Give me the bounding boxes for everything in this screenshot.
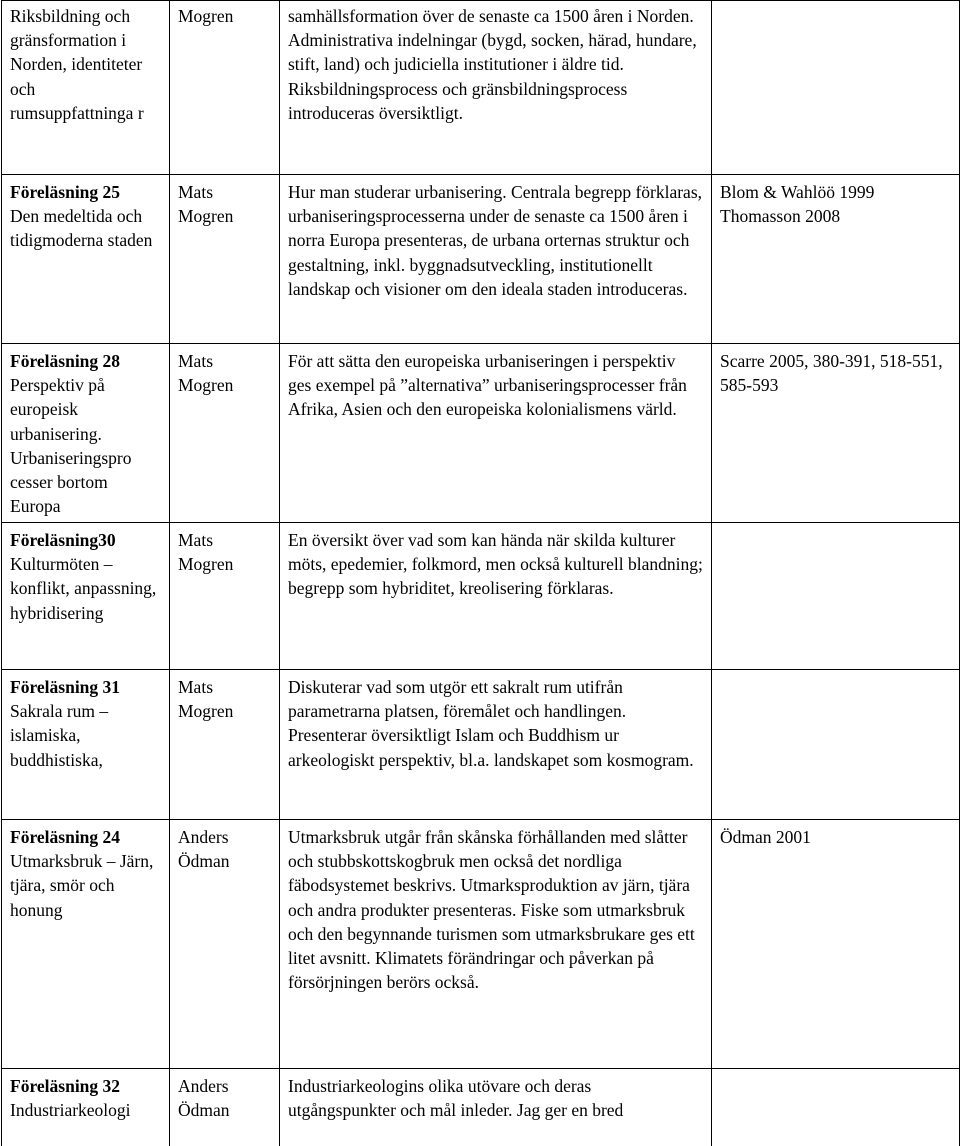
table-row [2,175,960,344]
lecture-topic: Kulturmöten – konflikt, anpassning, hybridisering [10,554,157,623]
literature-reference: Scarre 2005, 380-391, 518-551, 585-593 [720,351,943,396]
lecture-number: Föreläsning 32 [10,1076,121,1096]
literature-cell [712,175,960,344]
lecture-cell [2,1,170,175]
lecture-number: Föreläsning30 [10,530,116,550]
teacher-name: Mats Mogren [178,351,234,396]
teacher-cell [170,1069,280,1146]
description-cell [280,670,712,820]
lecture-cell [2,175,170,344]
table-row [2,670,960,820]
teacher-cell [170,523,280,670]
lecture-number: Föreläsning 25 [10,182,121,202]
teacher-cell [170,344,280,523]
description-cell [280,344,712,523]
teacher-cell [170,1,280,175]
teacher-name: Mats Mogren [178,530,234,575]
literature-cell [712,1069,960,1146]
teacher-cell [170,820,280,1069]
description-cell [280,820,712,1069]
description-cell [280,1069,712,1146]
lecture-description: Hur man studerar urbanisering. Centrala begrepp förklaras, urbaniseringsprocesserna under de senaste ca 1500 åren i norra Europa presenteras, de urbana orternas struktur och gestaltning, inkl. byggnadsutveckling, institutionellt landskap och visioner om den ideala staden introduceras. [288,182,703,299]
lecture-topic: Riksbildning och gränsformation i Norden, identiteter och rumsuppfattninga r [10,6,144,123]
literature-cell [712,1,960,175]
literature-cell [712,523,960,670]
description-cell [280,523,712,670]
table-row [2,820,960,1069]
lecture-topic: Utmarksbruk – Järn, tjära, smör och honung [10,851,154,920]
lecture-number: Föreläsning 28 [10,351,121,371]
lecture-number: Föreläsning 31 [10,677,121,697]
description-cell [280,175,712,344]
course-schedule-table [1,0,960,1146]
lecture-topic: Industriarkeologi [10,1100,131,1121]
lecture-description: samhällsformation över de senaste ca 1500 åren i Norden. Administrativa indelningar (bygd, socken, härad, hundare, stift, land) och judiciella institutioner i äldre tid. Riksbildningsprocess och gränsbildningsprocess introduceras översiktligt. [288,6,697,123]
lecture-cell [2,344,170,523]
literature-cell [712,344,960,523]
teacher-name: Mats Mogren [178,182,234,227]
schedule-body [2,1,960,1146]
table-row [2,344,960,523]
table-row [2,523,960,670]
teacher-name: Mogren [178,6,234,26]
lecture-topic: Sakrala rum – islamiska, buddhistiska, [10,701,109,770]
lecture-description: Diskuterar vad som utgör ett sakralt rum utifrån parametrarna platsen, föremålet och handlingen. Presenterar översiktligt Islam och Buddhism ur arkeologiskt perspektiv, bl.a. landskapet som kosmogram. [288,677,694,770]
lecture-cell [2,1069,170,1146]
table-row [2,1069,960,1146]
literature-cell [712,820,960,1069]
literature-cell [712,670,960,820]
teacher-name: Anders Ödman [178,827,230,872]
teacher-name: Anders Ödman [178,1076,230,1121]
lecture-cell [2,670,170,820]
lecture-cell [2,523,170,670]
literature-reference: Blom & Wahlöö 1999 Thomasson 2008 [720,182,875,227]
lecture-description: För att sätta den europeiska urbaniseringen i perspektiv ges exempel på ”alternativa” urbaniseringsprocesser från Afrika, Asien och den europeiska kolonialismens värld. [288,351,687,420]
lecture-description: Utmarksbruk utgår från skånska förhållanden med slåtter och stubbskottskogbruk men också det nordliga fäbodsystemet beskrivs. Utmarksproduktion av järn, tjära och andra produkter presenteras. Fiske som utmarksbruk och den begynnande turismen som utmarksbrukare ges ett litet avsnitt. Klimatets förändringar och påverkan på försörjningen berörs också. [288,827,695,993]
lecture-description: Industriarkeologins olika utövare och deras utgångspunkter och mål inleder. Jag ger en bred [288,1076,624,1121]
description-cell [280,1,712,175]
lecture-description: En översikt över vad som kan hända när skilda kulturer möts, epedemier, folkmord, men också kulturell blandning; begrepp som hybriditet, kreolisering förklaras. [288,530,703,599]
lecture-topic: Den medeltida och tidigmoderna staden [10,206,153,251]
teacher-cell [170,670,280,820]
table-row [2,1,960,175]
lecture-cell [2,820,170,1069]
literature-reference: Ödman 2001 [720,827,811,847]
lecture-number: Föreläsning 24 [10,827,121,847]
teacher-cell [170,175,280,344]
lecture-topic: Perspektiv på europeisk urbanisering. Urbaniseringspro cesser bortom Europa [10,375,132,517]
teacher-name: Mats Mogren [178,677,234,722]
